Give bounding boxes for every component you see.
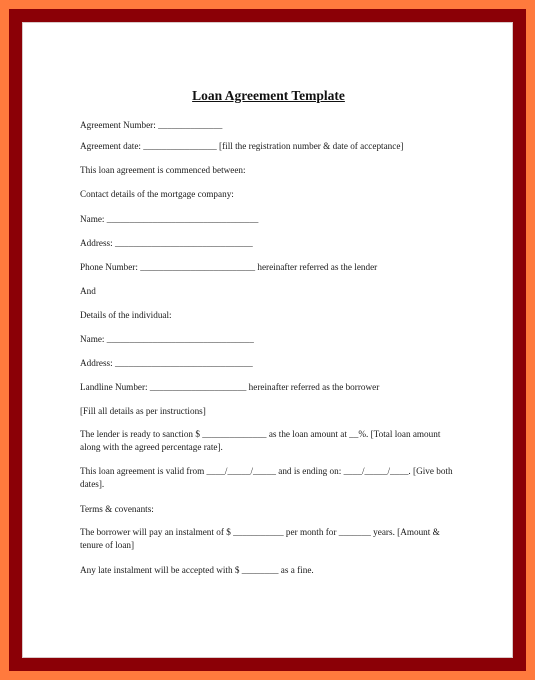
commenced-between-line: This loan agreement is commenced between: [80,165,246,175]
document-page [22,22,513,658]
mortgage-company-heading: Contact details of the mortgage company: [80,189,234,199]
borrower-name-line: Name: ________________________________ [80,334,254,344]
lender-phone-line: Phone Number: _________________________ hereinafter referred as the lender [80,262,378,272]
borrower-address-line: Address: ______________________________ [80,358,253,368]
loan-amount-clause: The lender is ready to sanction $ ______________ as the loan amount at __%. [Total loan amount along with the agreed percentage rate]. [80,429,441,452]
late-fine-clause: Any late instalment will be accepted with $ ________ as a fine. [80,565,314,575]
borrower-landline-line: Landline Number: _____________________ hereinafter referred as the borrower [80,382,380,392]
lender-address-line: Address: ______________________________ [80,238,253,248]
lender-name-line: Name: _________________________________ [80,214,259,224]
terms-heading: Terms & covenants: [80,504,154,514]
validity-clause: This loan agreement is valid from ____/_____/_____ and is ending on: ____/_____/____. [Give both dates]. [80,466,453,489]
fill-instructions-line: [Fill all details as per instructions] [80,406,206,416]
agreement-number-line: Agreement Number: ______________ [80,120,223,130]
agreement-date-line: Agreement date: ________________ [fill the registration number & date of acceptance] [80,141,404,151]
and-line: And [80,286,96,296]
instalment-clause: The borrower will pay an instalment of $ ___________ per month for _______ years. [Amount & tenure of loan] [80,527,440,550]
document-title: Loan Agreement Template [192,88,345,103]
individual-details-heading: Details of the individual: [80,310,172,320]
outer-frame [9,9,526,671]
